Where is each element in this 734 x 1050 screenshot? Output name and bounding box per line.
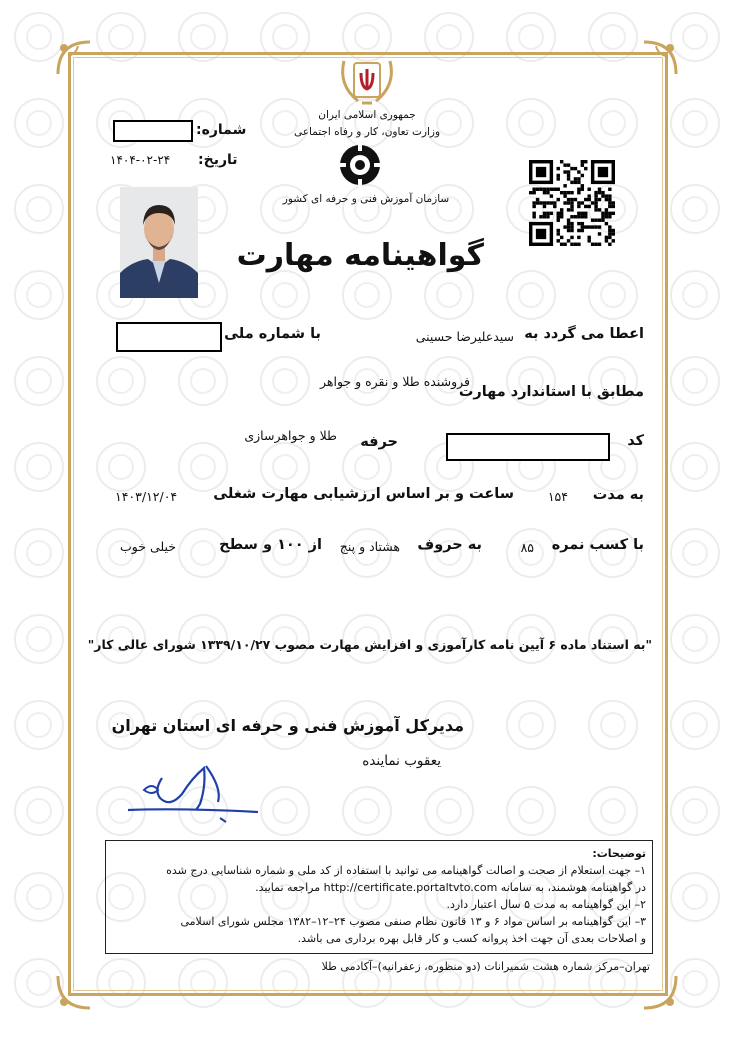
date-label: تاریخ: [198, 152, 238, 168]
signatory-title: مدیرکل آموزش فنی و حرفه ای استان تهران [111, 716, 464, 735]
notes-line: ۲– این گواهینامه به مدت ۵ سال اعتبار دارد. [446, 898, 646, 911]
watermark-logo-icon [14, 184, 64, 234]
watermark-logo-icon [14, 356, 64, 406]
legal-basis: "به استناد ماده ۶ آیین نامه کارآموزی و افزایش مهارت مصوب ۱۳۳۹/۱۰/۲۷ شورای عالی کار" [87, 637, 652, 652]
watermark-logo-icon [14, 270, 64, 320]
duration-value: ۱۵۴ [547, 489, 568, 504]
watermark-logo-icon [14, 98, 64, 148]
hours-label: ساعت و بر اساس ارزشیابی مهارت شغلی [213, 486, 514, 502]
notes-line: در گواهینامه هوشمند، به سامانه http://certificate.portaltvto.com مراجعه نمایید. [255, 881, 646, 894]
corner-ornament-icon [640, 38, 680, 78]
watermark-logo-icon [670, 356, 720, 406]
national-id-label: با شماره ملی [224, 326, 321, 342]
redacted-national-id [116, 322, 222, 352]
holder-photo [120, 187, 198, 298]
notes-line: ۳– این گواهینامه بر اساس مواد ۶ و ۱۳ قانون نظام صنفی مصوب ۲۴–۱۲–۱۳۸۲ مجلس شورای اسلامی [180, 915, 646, 928]
corner-ornament-icon [640, 972, 680, 1012]
qr-code-icon [529, 160, 615, 246]
code-label: کد [627, 433, 644, 449]
redacted-code [446, 433, 610, 461]
watermark-logo-icon [14, 614, 64, 664]
level-value: خیلی خوب [120, 539, 176, 554]
date-value: ۱۴۰۴-۰۲-۲۴ [110, 153, 171, 167]
watermark-logo-icon [14, 528, 64, 578]
watermark-logo-icon [670, 184, 720, 234]
signature-icon [122, 738, 267, 826]
watermark-logo-icon [14, 786, 64, 836]
signatory-name: یعقوب نماینده [362, 753, 441, 769]
republic-line: جمهوری اسلامی ایران [318, 109, 416, 121]
trade-value: طلا و جواهرسازی [244, 428, 337, 443]
watermark-logo-icon [670, 98, 720, 148]
watermark-logo-icon [14, 442, 64, 492]
certificate-title: گواهینامه مهارت [236, 238, 484, 273]
in-words-value: هشتاد و پنج [339, 539, 400, 554]
watermark-logo-icon [670, 528, 720, 578]
watermark-logo-icon [14, 700, 64, 750]
number-label: شماره: [196, 122, 247, 138]
footer-address: تهران–مرکز شماره هشت شمیرانات (دو منظوره، زعفرانیه)–آکادمی طلا [321, 960, 650, 973]
watermark-logo-icon [670, 614, 720, 664]
watermark-logo-icon [670, 442, 720, 492]
score-label: با کسب نمره [551, 537, 644, 553]
holder-name: سیدعلیرضا حسینی [415, 329, 514, 344]
notes-line: و اصلاحات بعدی آن جهت اخذ پروانه کسب و کار قابل بهره برداری می باشد. [297, 932, 646, 945]
granted-label: اعطا می گردد به [524, 326, 644, 342]
exam-date: ۱۴۰۳/۱۲/۰۴ [115, 489, 178, 504]
watermark-logo-icon [670, 872, 720, 922]
corner-ornament-icon [54, 38, 94, 78]
watermark-logo-icon [670, 786, 720, 836]
notes-box [105, 840, 653, 954]
score-value: ۸۵ [520, 540, 534, 555]
watermark-logo-icon [14, 872, 64, 922]
iran-emblem-icon [336, 55, 398, 107]
in-words-label: به حروف [417, 537, 482, 553]
standard-label: مطابق با استاندارد مهارت [458, 384, 644, 400]
notes-heading: توضیحات: [592, 847, 646, 860]
watermark-logo-icon [670, 270, 720, 320]
ministry-line: وزارت تعاون، کار و رفاه اجتماعی [293, 126, 441, 138]
organization-line: سازمان آموزش فنی و حرفه ای کشور [282, 193, 450, 205]
corner-ornament-icon [54, 972, 94, 1012]
redacted-number [113, 120, 193, 142]
trade-label: حرفه [360, 434, 398, 450]
tvto-logo-icon [338, 143, 382, 187]
watermark-logo-icon [670, 700, 720, 750]
duration-label: به مدت [592, 487, 644, 503]
person-silhouette-icon [120, 187, 198, 298]
notes-line: ۱– جهت استعلام از صحت و اصالت گواهینامه می توانید با استفاده از کد ملی و شماره شناسایی درج شده [166, 864, 646, 877]
out-of-label: از ۱۰۰ و سطح [219, 537, 322, 553]
standard-value: فروشنده طلا و نقره و جواهر [319, 374, 470, 389]
